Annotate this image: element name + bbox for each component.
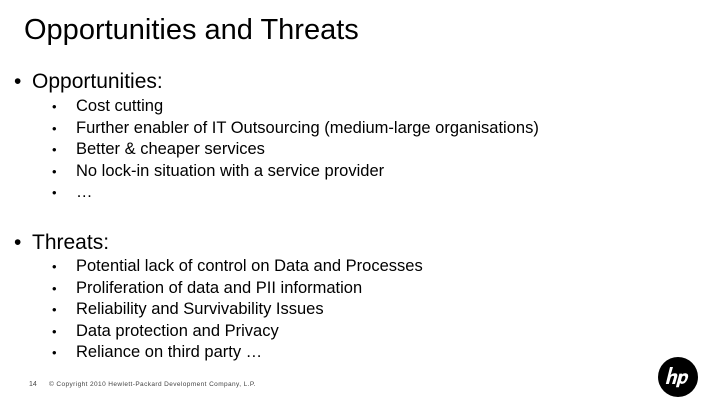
opportunities-list <box>52 96 539 204</box>
bullet: • <box>52 259 57 274</box>
bullet: • <box>52 185 57 200</box>
list-item-label: Further enabler of IT Outsourcing (medium-large organisations) <box>76 118 539 137</box>
page-number: 14 <box>29 381 37 388</box>
list-item <box>52 161 539 183</box>
copyright-notice: © Copyright 2010 Hewlett-Packard Development Company, L.P. <box>49 381 256 388</box>
list-item <box>52 96 539 118</box>
bullet: • <box>52 163 57 179</box>
list-item <box>52 342 423 364</box>
bullet: • <box>14 70 22 93</box>
opportunities-heading <box>14 69 163 95</box>
bullet: • <box>52 142 57 157</box>
bullet: • <box>52 302 57 317</box>
list-item <box>52 299 423 321</box>
bullet: • <box>52 323 57 339</box>
threats-list <box>52 256 423 364</box>
bullet: • <box>14 231 22 254</box>
list-item <box>52 256 423 278</box>
hp-logo-icon <box>657 356 699 398</box>
threats-heading <box>14 230 109 256</box>
list-item-label: Cost cutting <box>76 97 164 115</box>
threats-heading-label: Threats: <box>32 231 110 254</box>
list-item <box>52 321 423 343</box>
list-item-label: No lock-in situation with a service provider <box>76 161 385 180</box>
list-item <box>52 182 539 204</box>
slide-title: Opportunities and Threats <box>24 14 359 46</box>
bullet: • <box>52 345 57 360</box>
bullet: • <box>52 99 57 114</box>
list-item <box>52 139 539 161</box>
list-item-label: Better & cheaper services <box>76 140 265 158</box>
list-item-label: Potential lack of control on Data and Processes <box>76 257 423 275</box>
list-item-label: Reliance on third party … <box>76 343 263 361</box>
opportunities-heading-label: Opportunities: <box>32 70 163 93</box>
bullet: • <box>52 120 57 136</box>
list-item-label: Reliability and Survivability Issues <box>76 300 324 318</box>
list-item-label: Data protection and Privacy <box>76 321 279 340</box>
list-item <box>52 278 423 300</box>
list-item <box>52 118 539 140</box>
list-item-label: … <box>76 183 93 201</box>
bullet: • <box>52 280 57 296</box>
list-item-label: Proliferation of data and PII information <box>76 278 363 297</box>
